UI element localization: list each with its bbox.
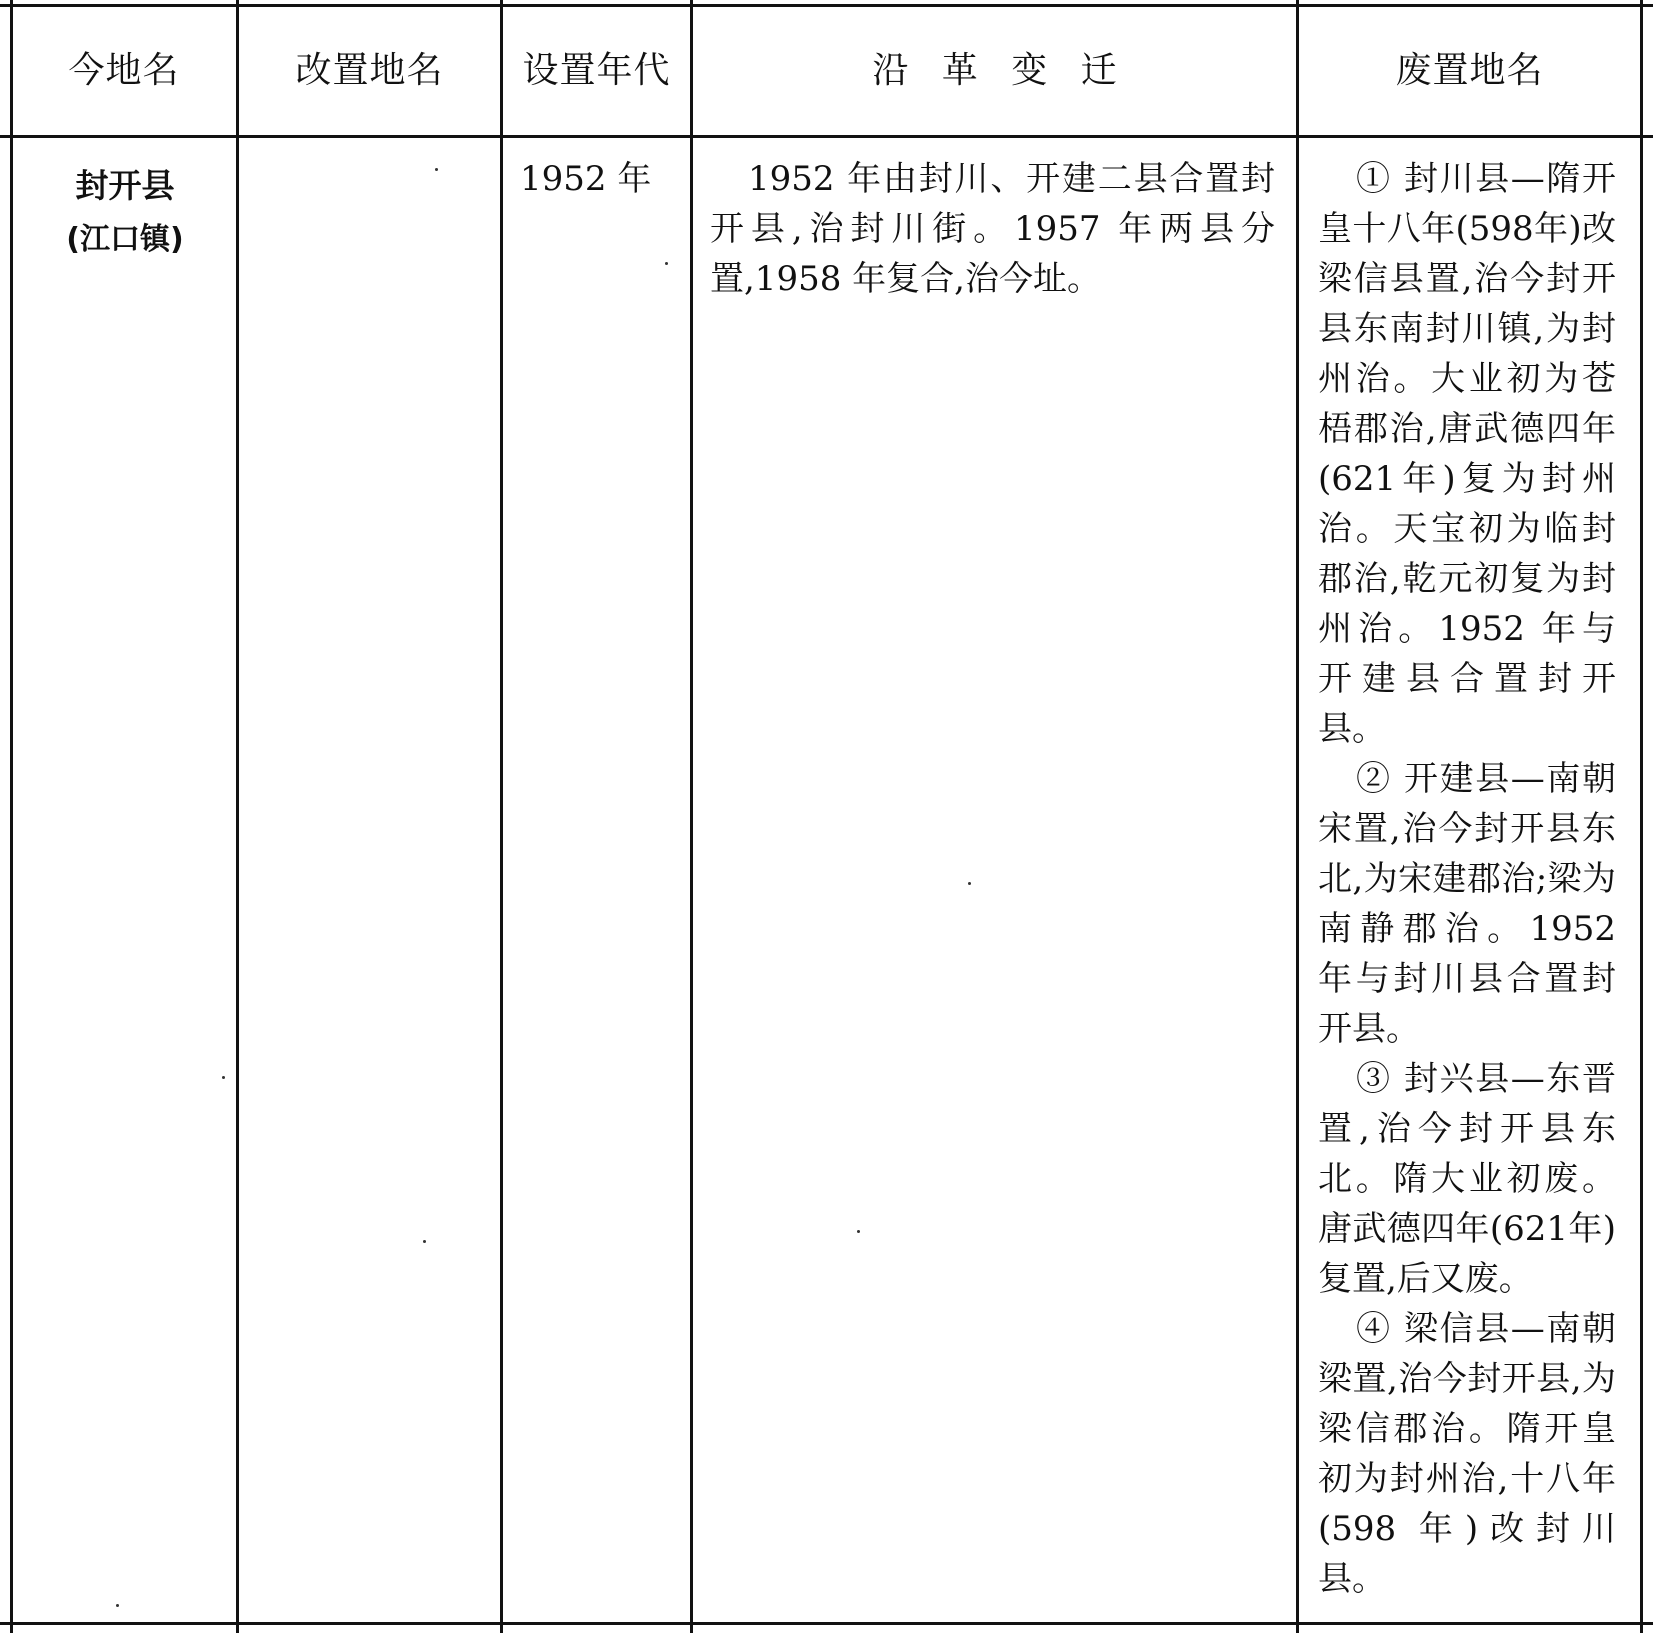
scan-speck: [968, 882, 971, 885]
header-established: 设置年代: [522, 50, 671, 91]
established-year: 1952 年: [520, 159, 652, 199]
scan-speck: [435, 168, 438, 171]
abolished-entry: ③ 封兴县—东晋置,治今封开县东北。隋大业初废。唐武德四年(621年)复置,后又废。: [1318, 1059, 1616, 1299]
scan-speck: [857, 1230, 860, 1233]
scan-speck: [423, 1240, 426, 1243]
scan-speck: [116, 1604, 119, 1607]
abolished-entry: ② 开建县—南朝宋置,治今封开县东北,为宋建郡治;梁为南静郡治。1952 年与封川县合置封开县。: [1318, 759, 1616, 1049]
header-current-name: 今地名: [68, 50, 180, 91]
column-divider: [1296, 0, 1299, 1633]
history-text: 1952 年由封川、开建二县合置封开县,治封川街。1957 年两县分置,1958 年复合,治今址。: [710, 159, 1275, 299]
column-divider: [500, 0, 503, 1633]
column-divider: [690, 0, 693, 1633]
header-changed-name: 改置地名: [295, 50, 444, 91]
current-seat: (江口镇): [66, 222, 184, 257]
header-history: 沿 革 变 迁: [872, 50, 1117, 91]
abolished-list: [1318, 154, 1616, 1604]
column-divider: [1640, 0, 1643, 1633]
scan-speck: [665, 262, 668, 265]
header-abolished: 废置地名: [1395, 50, 1544, 91]
abolished-entry: ④ 梁信县—南朝梁置,治今封开县,为梁信郡治。隋开皇初为封州治,十八年(598 年)改封川县。: [1318, 1309, 1616, 1599]
current-name: 封开县: [75, 166, 175, 205]
header-rule: [0, 135, 1653, 138]
scan-speck: [222, 1076, 225, 1079]
abolished-entry: ① 封川县—隋开皇十八年(598年)改梁信县置,治今封开县东南封川镇,为封州治。大业初为苍梧郡治,唐武德四年(621年)复为封州治。天宝初为临封郡治,乾元初复为封州治。1952 年与开建县合置封开县。: [1318, 159, 1616, 749]
table-bottom-rule: [0, 1622, 1653, 1625]
